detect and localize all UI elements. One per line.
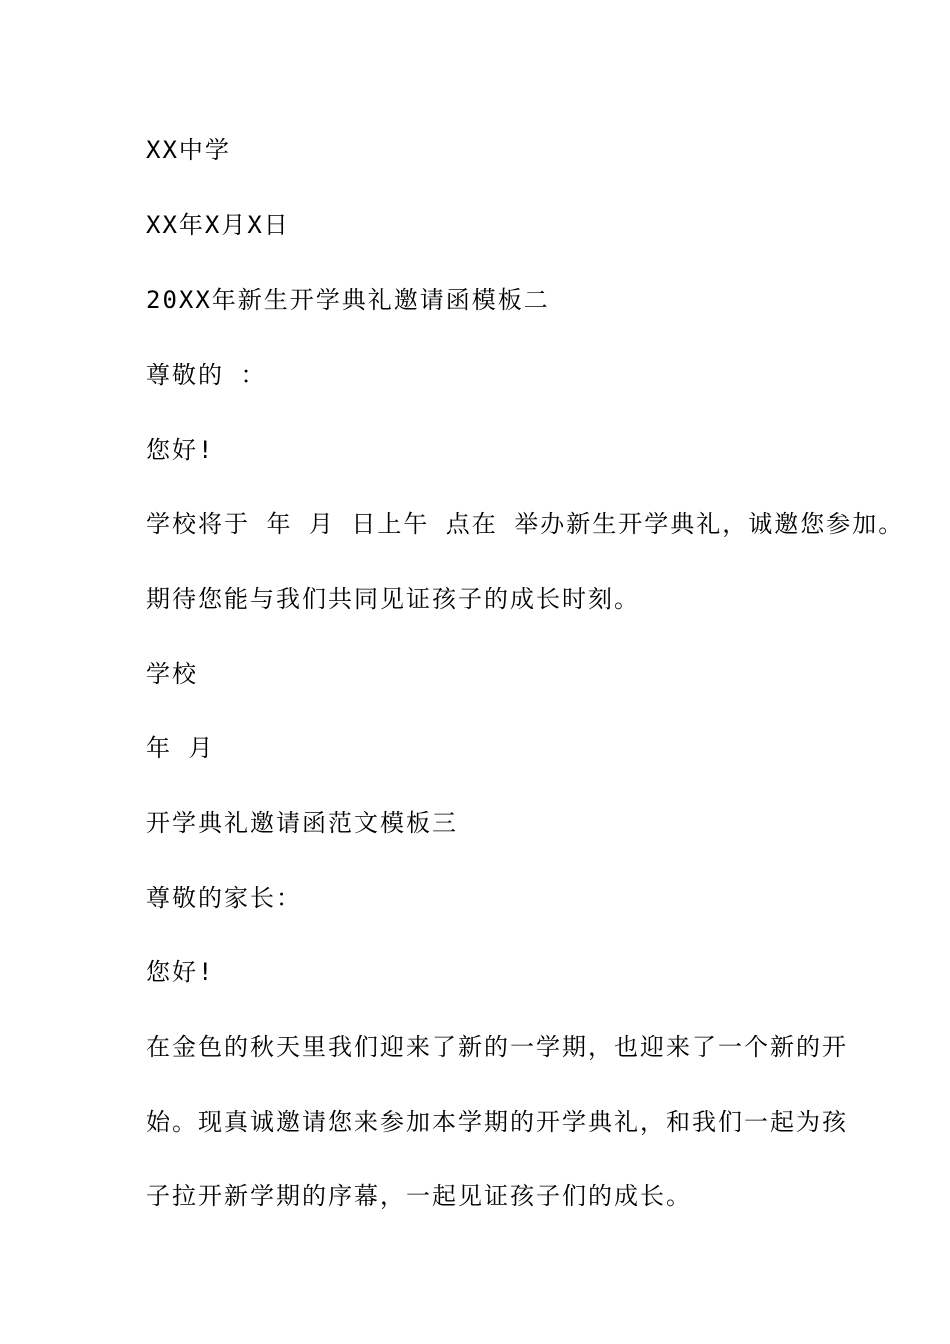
school-name-line: XX中学 — [146, 136, 231, 164]
salutation-line: 尊敬的家长： — [146, 884, 302, 912]
salutation-line: 尊敬的 ： — [146, 361, 267, 389]
greeting-line: 您好! — [146, 958, 215, 986]
body-paragraph-line: 子拉开新学期的序幕，一起见证孩子们的成长。 — [146, 1182, 692, 1210]
body-paragraph-line: 期待您能与我们共同见证孩子的成长时刻。 — [146, 585, 640, 613]
signature-date-line: 年 月 — [146, 734, 215, 762]
date-line: XX年X月X日 — [146, 211, 290, 239]
template-two-heading: 20XX年新生开学典礼邀请函模板二 — [146, 286, 550, 314]
body-paragraph-line: 学校将于 年 月 日上午 点在 举办新生开学典礼，诚邀您参加。 — [146, 510, 905, 538]
body-paragraph-line: 始。现真诚邀请您来参加本学期的开学典礼，和我们一起为孩 — [146, 1108, 848, 1136]
greeting-line: 您好! — [146, 436, 215, 464]
body-paragraph-line: 在金色的秋天里我们迎来了新的一学期，也迎来了一个新的开 — [146, 1033, 848, 1061]
signature-school-line: 学校 — [146, 660, 198, 688]
template-three-heading: 开学典礼邀请函范文模板三 — [146, 809, 458, 837]
